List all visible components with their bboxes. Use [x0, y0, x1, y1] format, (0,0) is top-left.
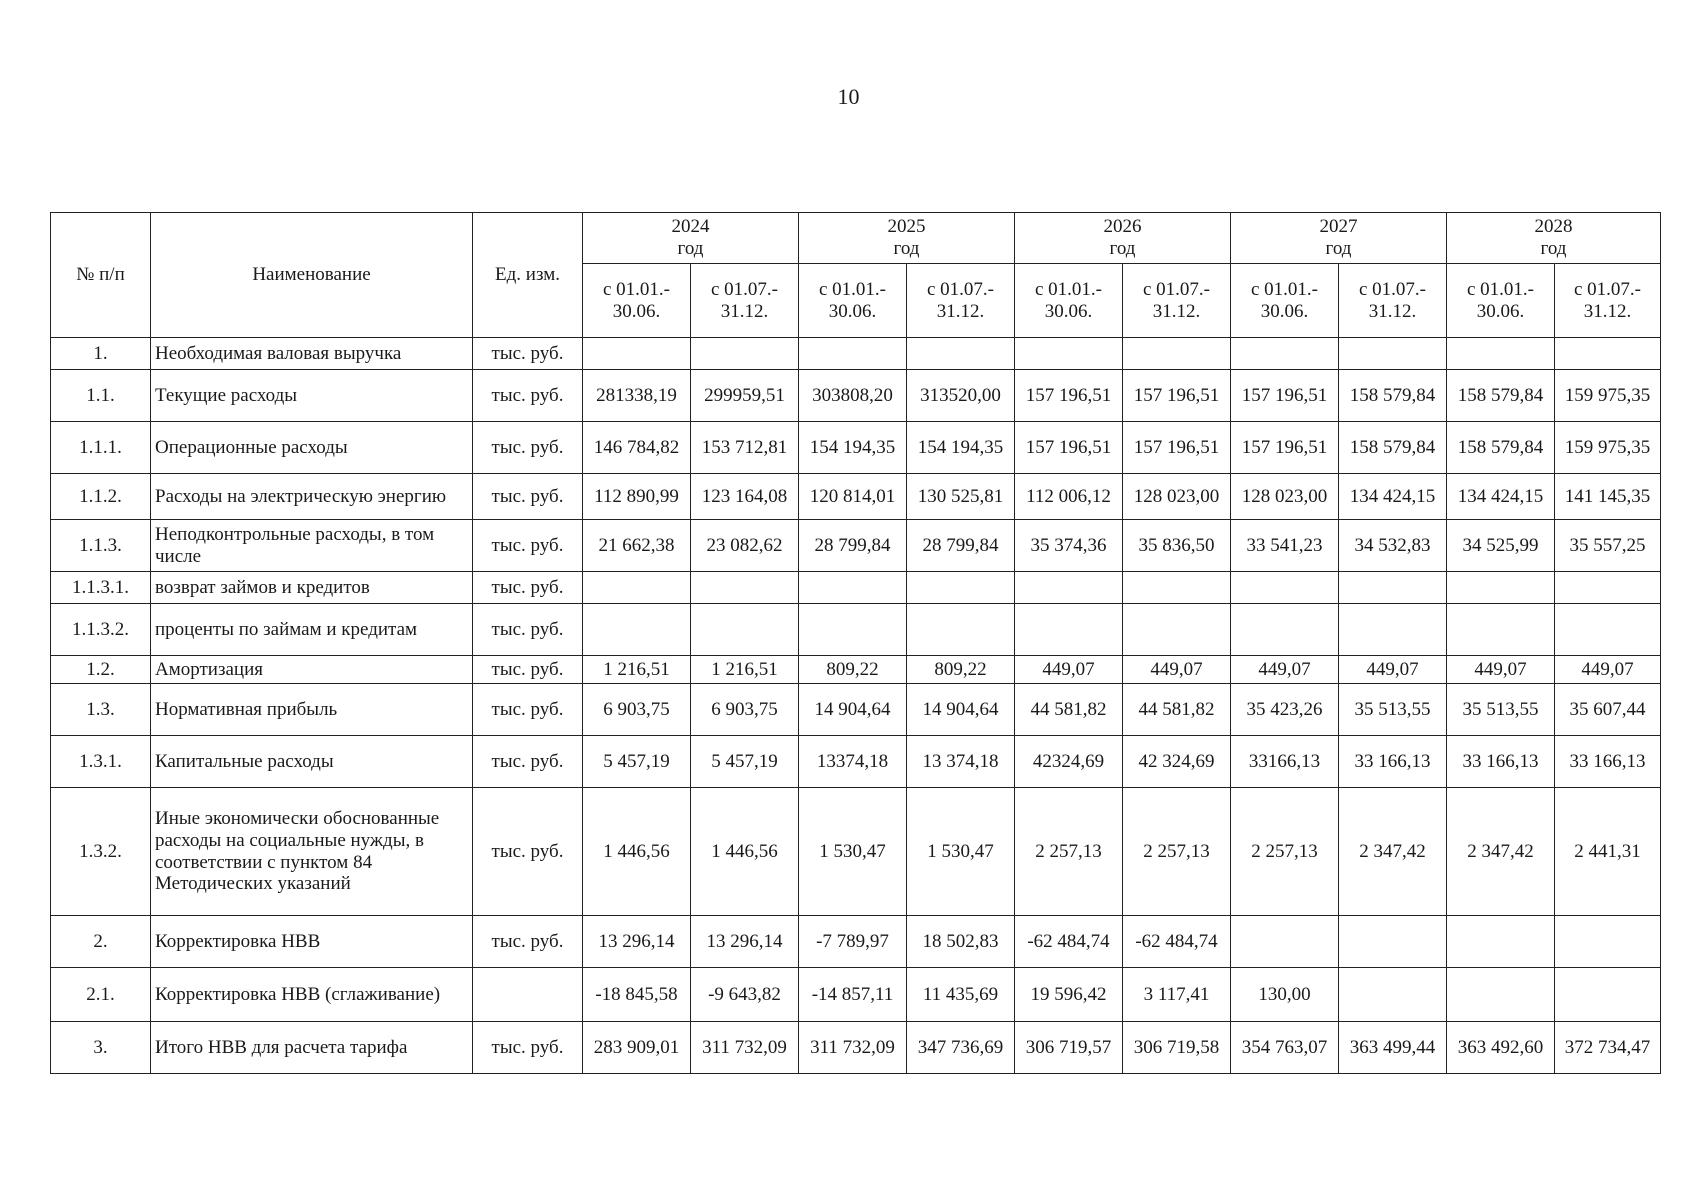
row-unit: тыс. руб.	[473, 520, 583, 572]
table-row	[51, 656, 1661, 684]
header-name: Наименование	[151, 213, 473, 338]
row-value: 34 525,99	[1447, 520, 1555, 572]
row-name: Текущие расходы	[151, 370, 473, 422]
row-number: 2.1.	[51, 968, 151, 1022]
header-period: с 01.07.- 31.12.	[907, 264, 1015, 338]
row-unit: тыс. руб.	[473, 656, 583, 684]
row-value: 3 117,41	[1123, 968, 1231, 1022]
row-value: 449,07	[1447, 656, 1555, 684]
row-number: 1.3.2.	[51, 788, 151, 916]
table-row	[51, 684, 1661, 736]
row-value: 130 525,81	[907, 474, 1015, 520]
header-row-years	[51, 213, 1661, 264]
row-value: 19 596,42	[1015, 968, 1123, 1022]
row-name: Корректировка НВВ	[151, 916, 473, 968]
row-value: 809,22	[907, 656, 1015, 684]
table-row	[51, 604, 1661, 656]
row-value: 33 166,13	[1555, 736, 1661, 788]
row-value: 159 975,35	[1555, 370, 1661, 422]
row-value	[1447, 572, 1555, 604]
row-name: проценты по займам и кредитам	[151, 604, 473, 656]
row-value: 158 579,84	[1339, 370, 1447, 422]
row-name: Амортизация	[151, 656, 473, 684]
row-value: 14 904,64	[799, 684, 907, 736]
row-value: 34 532,83	[1339, 520, 1447, 572]
row-value: 157 196,51	[1015, 370, 1123, 422]
row-number: 1.2.	[51, 656, 151, 684]
row-value: 35 513,55	[1447, 684, 1555, 736]
row-number: 1.3.	[51, 684, 151, 736]
row-value: 154 194,35	[907, 422, 1015, 474]
row-value	[907, 338, 1015, 370]
header-period: с 01.01.- 30.06.	[799, 264, 907, 338]
row-value: 6 903,75	[691, 684, 799, 736]
row-unit: тыс. руб.	[473, 572, 583, 604]
row-value	[1447, 604, 1555, 656]
header-period: с 01.01.- 30.06.	[1015, 264, 1123, 338]
row-value: 18 502,83	[907, 916, 1015, 968]
row-value: 283 909,01	[583, 1022, 691, 1074]
row-value: 1 216,51	[691, 656, 799, 684]
row-value: 123 164,08	[691, 474, 799, 520]
header-year: 2027 год	[1231, 213, 1447, 264]
row-value: 1 446,56	[583, 788, 691, 916]
row-unit: тыс. руб.	[473, 684, 583, 736]
table-row	[51, 370, 1661, 422]
row-number: 1.1.2.	[51, 474, 151, 520]
row-value: 311 732,09	[799, 1022, 907, 1074]
tariff-table	[50, 212, 1661, 1074]
table-row	[51, 968, 1661, 1022]
row-value: 809,22	[799, 656, 907, 684]
header-period: с 01.07.- 31.12.	[691, 264, 799, 338]
row-unit: тыс. руб.	[473, 788, 583, 916]
row-unit: тыс. руб.	[473, 916, 583, 968]
row-value: 299959,51	[691, 370, 799, 422]
row-value: 21 662,38	[583, 520, 691, 572]
header-period: с 01.07.- 31.12.	[1123, 264, 1231, 338]
row-value	[1123, 338, 1231, 370]
table-row	[51, 1022, 1661, 1074]
row-value: 128 023,00	[1123, 474, 1231, 520]
table-row	[51, 736, 1661, 788]
row-value	[1015, 572, 1123, 604]
row-value: 35 836,50	[1123, 520, 1231, 572]
row-value: 134 424,15	[1339, 474, 1447, 520]
row-value: 146 784,82	[583, 422, 691, 474]
row-value	[691, 338, 799, 370]
row-value: 158 579,84	[1339, 422, 1447, 474]
row-value	[907, 604, 1015, 656]
row-value: 306 719,57	[1015, 1022, 1123, 1074]
row-value	[1123, 572, 1231, 604]
header-unit: Ед. изм.	[473, 213, 583, 338]
row-value: 449,07	[1555, 656, 1661, 684]
row-value: 13 296,14	[691, 916, 799, 968]
row-unit: тыс. руб.	[473, 338, 583, 370]
row-value	[1339, 338, 1447, 370]
row-value: 303808,20	[799, 370, 907, 422]
row-value: 157 196,51	[1123, 370, 1231, 422]
row-value	[799, 338, 907, 370]
row-value: 28 799,84	[799, 520, 907, 572]
row-name: Корректировка НВВ (сглаживание)	[151, 968, 473, 1022]
row-value: 157 196,51	[1231, 370, 1339, 422]
row-value: -9 643,82	[691, 968, 799, 1022]
row-value	[907, 572, 1015, 604]
row-value: 2 347,42	[1447, 788, 1555, 916]
row-value: 2 257,13	[1015, 788, 1123, 916]
row-name: Капитальные расходы	[151, 736, 473, 788]
row-value	[1339, 604, 1447, 656]
row-value: 130,00	[1231, 968, 1339, 1022]
row-value: 23 082,62	[691, 520, 799, 572]
row-value: 2 347,42	[1339, 788, 1447, 916]
row-value: 2 441,31	[1555, 788, 1661, 916]
row-number: 3.	[51, 1022, 151, 1074]
row-name: Итого НВВ для расчета тарифа	[151, 1022, 473, 1074]
row-value	[691, 604, 799, 656]
row-number: 2.	[51, 916, 151, 968]
row-value: 313520,00	[907, 370, 1015, 422]
row-value	[1231, 338, 1339, 370]
row-unit: тыс. руб.	[473, 736, 583, 788]
row-value: 33166,13	[1231, 736, 1339, 788]
row-value: 42 324,69	[1123, 736, 1231, 788]
header-period: с 01.07.- 31.12.	[1555, 264, 1661, 338]
row-value: 2 257,13	[1123, 788, 1231, 916]
row-value: 363 492,60	[1447, 1022, 1555, 1074]
row-value: 11 435,69	[907, 968, 1015, 1022]
row-value: 5 457,19	[583, 736, 691, 788]
row-value: -62 484,74	[1123, 916, 1231, 968]
row-unit: тыс. руб.	[473, 474, 583, 520]
table-body	[51, 338, 1661, 1074]
row-number: 1.1.3.	[51, 520, 151, 572]
row-name: Операционные расходы	[151, 422, 473, 474]
row-value: 141 145,35	[1555, 474, 1661, 520]
row-value: -7 789,97	[799, 916, 907, 968]
row-name: Неподконтрольные расходы, в том числе	[151, 520, 473, 572]
row-value: 1 216,51	[583, 656, 691, 684]
row-value: 112 006,12	[1015, 474, 1123, 520]
row-value: 13 374,18	[907, 736, 1015, 788]
row-unit: тыс. руб.	[473, 1022, 583, 1074]
row-value	[1555, 916, 1661, 968]
row-value: 154 194,35	[799, 422, 907, 474]
row-value: 159 975,35	[1555, 422, 1661, 474]
header-period: с 01.01.- 30.06.	[1447, 264, 1555, 338]
table-row	[51, 422, 1661, 474]
row-value: 134 424,15	[1447, 474, 1555, 520]
row-value	[1015, 604, 1123, 656]
row-value	[1555, 572, 1661, 604]
row-value: 449,07	[1015, 656, 1123, 684]
row-value: 35 557,25	[1555, 520, 1661, 572]
row-value: 35 607,44	[1555, 684, 1661, 736]
row-value	[799, 572, 907, 604]
row-value: 449,07	[1339, 656, 1447, 684]
row-value	[1123, 604, 1231, 656]
row-value: -18 845,58	[583, 968, 691, 1022]
row-value: 6 903,75	[583, 684, 691, 736]
row-value	[1339, 572, 1447, 604]
row-value	[1339, 916, 1447, 968]
table-row	[51, 916, 1661, 968]
row-value	[1231, 572, 1339, 604]
row-name: Расходы на электрическую энергию	[151, 474, 473, 520]
row-value: -14 857,11	[799, 968, 907, 1022]
row-value	[1555, 604, 1661, 656]
row-value: 44 581,82	[1015, 684, 1123, 736]
row-value: 1 530,47	[799, 788, 907, 916]
row-value: 449,07	[1231, 656, 1339, 684]
row-number: 1.1.	[51, 370, 151, 422]
row-value: 306 719,58	[1123, 1022, 1231, 1074]
row-value: 128 023,00	[1231, 474, 1339, 520]
row-value: 281338,19	[583, 370, 691, 422]
header-year: 2028 год	[1447, 213, 1661, 264]
row-value	[1447, 968, 1555, 1022]
row-value	[583, 572, 691, 604]
row-value	[1447, 916, 1555, 968]
row-value: 311 732,09	[691, 1022, 799, 1074]
row-value: 1 530,47	[907, 788, 1015, 916]
row-value: 33 166,13	[1447, 736, 1555, 788]
row-value: 354 763,07	[1231, 1022, 1339, 1074]
row-value: 13 296,14	[583, 916, 691, 968]
row-value: 158 579,84	[1447, 422, 1555, 474]
table-row	[51, 520, 1661, 572]
row-number: 1.3.1.	[51, 736, 151, 788]
row-value: 157 196,51	[1015, 422, 1123, 474]
row-unit: тыс. руб.	[473, 604, 583, 656]
row-number: 1.1.3.1.	[51, 572, 151, 604]
row-unit: тыс. руб.	[473, 422, 583, 474]
row-value	[1231, 916, 1339, 968]
row-value: 28 799,84	[907, 520, 1015, 572]
row-name: Нормативная прибыль	[151, 684, 473, 736]
row-name: возврат займов и кредитов	[151, 572, 473, 604]
header-year: 2024 год	[583, 213, 799, 264]
row-value: 35 513,55	[1339, 684, 1447, 736]
row-value: 347 736,69	[907, 1022, 1015, 1074]
row-value	[1555, 338, 1661, 370]
row-value: 13374,18	[799, 736, 907, 788]
row-value: 14 904,64	[907, 684, 1015, 736]
row-value: 120 814,01	[799, 474, 907, 520]
row-value	[1555, 968, 1661, 1022]
table-row	[51, 788, 1661, 916]
row-value: 35 423,26	[1231, 684, 1339, 736]
row-value: 33 166,13	[1339, 736, 1447, 788]
row-unit: тыс. руб.	[473, 370, 583, 422]
row-value: 44 581,82	[1123, 684, 1231, 736]
row-value: 35 374,36	[1015, 520, 1123, 572]
header-period: с 01.07.- 31.12.	[1339, 264, 1447, 338]
row-value	[1015, 338, 1123, 370]
row-value	[1339, 968, 1447, 1022]
row-value	[583, 338, 691, 370]
row-value: 363 499,44	[1339, 1022, 1447, 1074]
row-value: 33 541,23	[1231, 520, 1339, 572]
row-value: 1 446,56	[691, 788, 799, 916]
row-name: Иные экономически обоснованные расходы на социальные нужды, в соответствии с пунктом 84 Методических указаний	[151, 788, 473, 916]
row-name: Необходимая валовая выручка	[151, 338, 473, 370]
table-row	[51, 474, 1661, 520]
row-value: 157 196,51	[1231, 422, 1339, 474]
row-value	[799, 604, 907, 656]
row-value: 449,07	[1123, 656, 1231, 684]
row-value: -62 484,74	[1015, 916, 1123, 968]
header-year: 2025 год	[799, 213, 1015, 264]
row-number: 1.1.3.2.	[51, 604, 151, 656]
header-year: 2026 год	[1015, 213, 1231, 264]
row-value: 372 734,47	[1555, 1022, 1661, 1074]
row-value: 112 890,99	[583, 474, 691, 520]
row-value	[691, 572, 799, 604]
row-value: 5 457,19	[691, 736, 799, 788]
header-period: с 01.01.- 30.06.	[1231, 264, 1339, 338]
page-number: 10	[837, 84, 860, 109]
row-value: 153 712,81	[691, 422, 799, 474]
row-number: 1.1.1.	[51, 422, 151, 474]
row-unit	[473, 968, 583, 1022]
row-number: 1.	[51, 338, 151, 370]
header-no: № п/п	[51, 213, 151, 338]
header-period: с 01.01.- 30.06.	[583, 264, 691, 338]
row-value: 42324,69	[1015, 736, 1123, 788]
row-value	[1447, 338, 1555, 370]
row-value: 157 196,51	[1123, 422, 1231, 474]
row-value	[583, 604, 691, 656]
row-value: 158 579,84	[1447, 370, 1555, 422]
table-row	[51, 338, 1661, 370]
table-row	[51, 572, 1661, 604]
row-value: 2 257,13	[1231, 788, 1339, 916]
row-value	[1231, 604, 1339, 656]
